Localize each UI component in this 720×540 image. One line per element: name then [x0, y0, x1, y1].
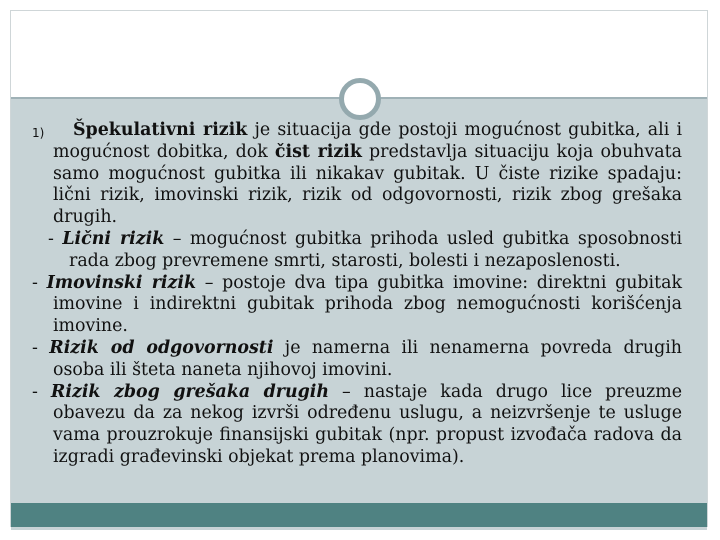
term-liability-risk: Rizik od odgovornosti [49, 337, 274, 358]
point-text-1: je situacija gde postoji mogućnost gubitka, ali i mogućnost dobitka, dok [53, 120, 683, 162]
item-text: – mogućnost gubitka prihoda usled gubitka sposobnosti rada zbog prevremene smrti, starosti, bolesti i nezaposlenosti. [69, 228, 683, 271]
item-property-risk [32, 273, 682, 338]
slide-bottom-bar [11, 503, 707, 527]
item-others-error-risk [32, 382, 682, 469]
term-speculative-risk: Špekulativni rizik [73, 120, 248, 140]
item-text: – nastaje kada drugo lice preuzme obavezu da za nekog izvrši određenu uslugu, a neizvršenje te usluge vama prouzrokuje finansijski gubitak (npr. propust izvođača radova da izgradi građevinski objekat prema planovima). [53, 381, 682, 467]
slide-body-text [32, 120, 682, 469]
item-dash: - [32, 381, 51, 402]
item-personal-risk [32, 229, 682, 273]
term-property-risk: Imovinski rizik [46, 272, 197, 293]
item-text: – postoje dva tipa gubitka imovine: direktni gubitak imovine i indirektni gubitak prihoda zbog nemogućnosti korišćenja imovine. [53, 272, 683, 337]
term-personal-risk: Lični rizik [62, 228, 165, 249]
point-speculative-risk [32, 120, 682, 229]
circle-ornament [339, 78, 381, 120]
item-text: je namerna ili nenamerna povreda drugih osoba ili šteta naneta njihovoj imovini. [53, 337, 682, 380]
item-dash: - [48, 228, 63, 249]
term-others-error-risk: Rizik zbog grešaka drugih [50, 381, 330, 402]
item-dash: - [32, 272, 47, 293]
item-liability-risk [32, 338, 682, 382]
item-dash: - [32, 337, 50, 358]
list-number: 1) [32, 126, 45, 140]
term-pure-risk: čist rizik [274, 141, 362, 162]
point-text-2: predstavlja situaciju koja obuhvata samo mogućnost gubitka ili nikakav gubitak. U čiste rizike spadaju: lični rizik, imovinski rizik, rizik od odgovornosti, rizik zbog grešaka drugih. [53, 141, 683, 228]
